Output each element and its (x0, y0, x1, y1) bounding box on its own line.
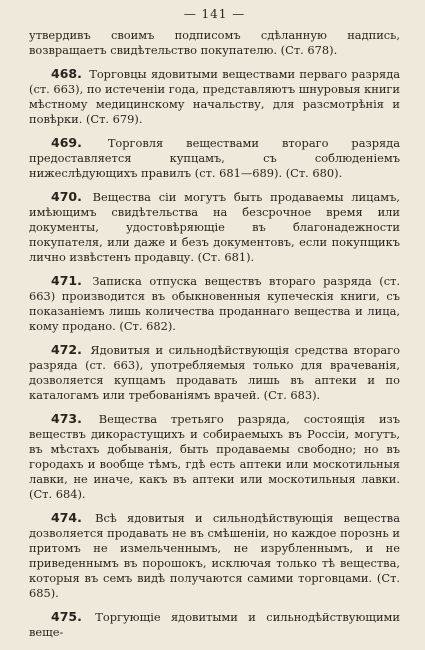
article-475 (29, 609, 400, 640)
article-text: Торгующіе ядовитыми и сильнодѣйствующими веще- (29, 610, 400, 639)
article-474 (29, 510, 400, 601)
paragraph-continuation (29, 28, 400, 58)
article-468 (29, 66, 400, 127)
article-text: Торговля веществами втораго разряда предоставляется купцамъ, съ соблюденіемъ нижеслѣдующихъ правилъ (ст. 681—689). (Ст. 680). (29, 136, 400, 180)
article-number: 472. (51, 342, 82, 357)
article-number: 475. (51, 609, 82, 624)
article-472 (29, 342, 400, 403)
article-text: Вещества сіи могутъ быть продаваемы лицамъ, имѣющимъ свидѣтельства на безсрочное время или документы, удостовѣряющіе въ благонадежности покупателя, или даже и безъ документовъ, если покупщикъ лично извѣстенъ продавцу. (Ст. 681). (29, 190, 400, 264)
article-470 (29, 189, 400, 265)
article-471 (29, 273, 400, 334)
article-text: Вещества третьяго разряда, состоящія изъ веществъ дикорастущихъ и собираемыхъ въ Россіи, могутъ, въ мѣстахъ добыванія, быть продаваемы свободно; но въ городахъ и вообще тѣмъ, гдѣ есть аптеки или москотильныя лавки, не иначе, какъ въ аптеки или москотильныя лавки. (Ст. 684). (29, 412, 400, 501)
page-header: — 141 — (183, 7, 246, 21)
article-number: 468. (51, 66, 82, 81)
article-number: 473. (51, 411, 82, 426)
article-number: 471. (51, 273, 82, 288)
article-text: Торговцы ядовитыми веществами перваго разряда (ст. 663), по истеченіи года, представляютъ шнуровыя книги мѣстному медицинскому начальству, для разсмотрѣнія и повѣрки. (Ст. 679). (29, 67, 400, 126)
article-number: 469. (51, 135, 82, 150)
article-469 (29, 135, 400, 181)
paragraph-text: утвердивъ своимъ подписомъ сдѣланную надпись, возвращаетъ свидѣтельство покупателю. (Ст. 678). (29, 28, 400, 57)
article-number: 474. (51, 510, 82, 525)
article-473 (29, 411, 400, 502)
article-text: Записка отпуска веществъ втораго разряда (ст. 663) производится въ обыкновенныя купеческія книги, съ показаніемъ лишь количества проданнаго вещества и лица, кому продано. (Ст. 682). (29, 274, 400, 333)
article-text: Всѣ ядовитыя и сильнодѣйствующія вещества дозволяется продавать не въ смѣшеніи, но каждое порознь и притомъ не измельченнымъ, не изрубленнымъ, и не приведеннымъ въ порошокъ, исключая только тѣ вещества, которыя въ семъ видѣ получаются самими торговцами. (Ст. 685). (29, 511, 400, 600)
article-text: Ядовитыя и сильнодѣйствующія средства втораго разряда (ст. 663), употребляемыя только для врачеванія, дозволяется купцамъ продавать лишь въ аптеки и по каталогамъ или требованіямъ врачей. (Ст. 683). (29, 343, 400, 402)
article-number: 470. (51, 189, 82, 204)
